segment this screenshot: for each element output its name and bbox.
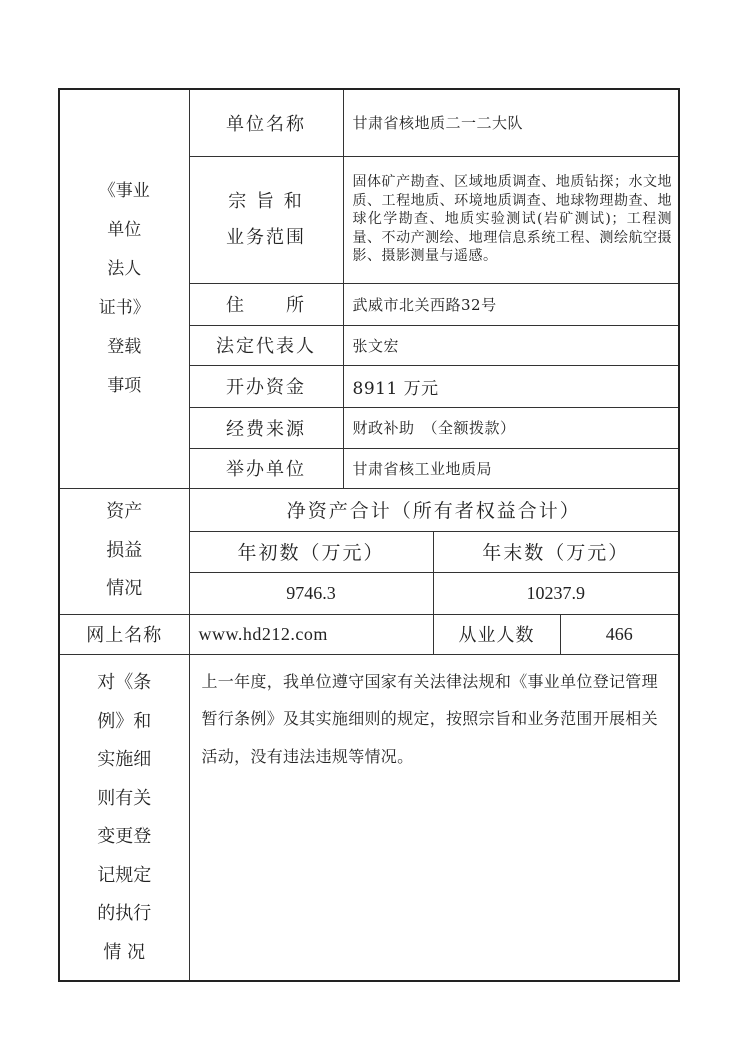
- row-net-assets-header: [59, 488, 679, 531]
- title-line: 《事业: [98, 180, 150, 201]
- compliance-section-title: [59, 654, 189, 981]
- begin-year-label: 年初数（万元）: [189, 531, 433, 572]
- title-line: 则有关: [97, 787, 152, 809]
- scope-label-line: 宗 旨 和: [228, 190, 304, 212]
- title-line: 法人: [107, 258, 142, 279]
- end-year-label: 年末数（万元）: [433, 531, 679, 572]
- title-line: 单位: [107, 219, 142, 240]
- begin-year-value: 9746.3: [189, 572, 433, 614]
- title-line: 实施细: [97, 749, 152, 771]
- net-assets-header: 净资产合计（所有者权益合计）: [189, 488, 679, 531]
- sponsor-label: 举办单位: [189, 448, 343, 488]
- row-unit-name: [59, 89, 679, 156]
- staff-count-label: 从业人数: [433, 614, 560, 654]
- legal-rep-label: 法定代表人: [189, 325, 343, 365]
- online-name-value: www.hd212.com: [189, 614, 433, 654]
- title-line: 资产: [106, 501, 143, 523]
- registration-section-title: [59, 89, 189, 488]
- end-year-value: 10237.9: [433, 572, 679, 614]
- row-compliance: [59, 654, 679, 981]
- title-line: 例》和: [97, 710, 152, 732]
- title-line: 对《条: [97, 672, 152, 694]
- funding-value: 财政补助 （全额拨款）: [343, 407, 679, 448]
- annual-report-form: [58, 88, 678, 981]
- online-name-label: 网上名称: [59, 614, 189, 654]
- scope-label: [189, 156, 343, 283]
- title-line: 损益: [106, 539, 143, 561]
- funding-label: 经费来源: [189, 407, 343, 448]
- capital-value: 8911 万元: [343, 365, 679, 407]
- title-line: 情况: [106, 578, 143, 600]
- legal-rep-value: 张文宏: [343, 325, 679, 365]
- address-label: 住 所: [189, 283, 343, 325]
- row-online: [59, 614, 679, 654]
- address-value: 武威市北关西路32号: [343, 283, 679, 325]
- compliance-text: 上一年度，我单位遵守国家有关法律法规和《事业单位登记管理暂行条例》及其实施细则的规定，按照宗旨和业务范围开展相关活动，没有违法违规等情况。: [189, 654, 679, 981]
- scope-label-line: 业务范围: [226, 226, 306, 248]
- unit-name-value: 甘肃省核地质二一二大队: [343, 89, 679, 156]
- title-line: 证书》: [98, 297, 150, 318]
- title-line: 事项: [107, 375, 142, 396]
- title-line: 情 况: [103, 941, 146, 963]
- title-line: 变更登: [97, 826, 152, 848]
- staff-count-value: 466: [560, 614, 679, 654]
- title-line: 的执行: [97, 903, 152, 925]
- title-line: 记规定: [97, 864, 152, 886]
- form-table: [58, 88, 680, 982]
- unit-name-label: 单位名称: [189, 89, 343, 156]
- assets-section-title: [59, 488, 189, 614]
- title-line: 登载: [107, 336, 142, 357]
- scope-value: 固体矿产勘查、区域地质调查、地质钻探；水文地质、工程地质、环境地质调查、地球物理勘查、地球化学勘查、地质实验测试(岩矿测试)；工程测量、不动产测绘、地理信息系统工程、测绘航空摄影、摄影测量与遥感。: [343, 156, 679, 283]
- capital-label: 开办资金: [189, 365, 343, 407]
- sponsor-value: 甘肃省核工业地质局: [343, 448, 679, 488]
